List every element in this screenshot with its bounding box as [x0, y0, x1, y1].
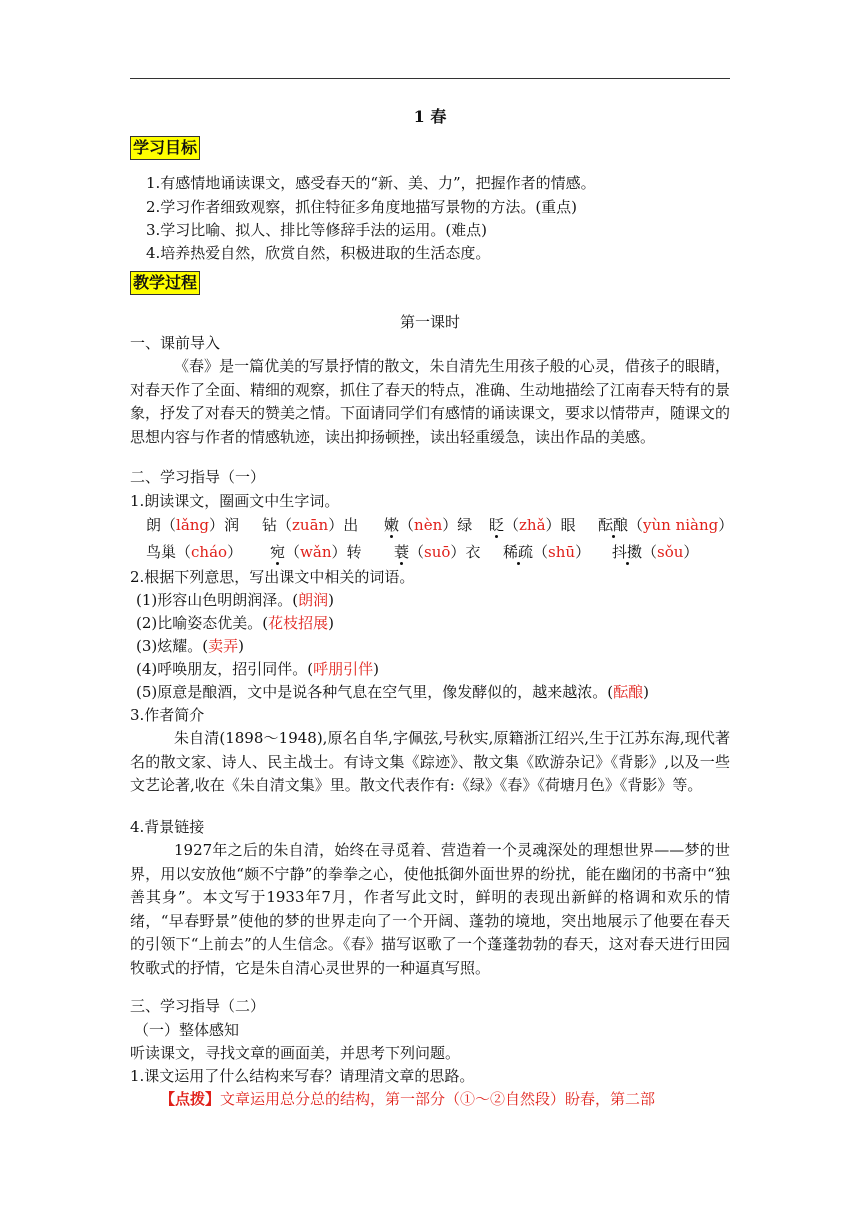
word-item: (2)比喻姿态优美。(花枝招展)	[136, 614, 334, 632]
listen-instruction: 听读课文，寻找文章的画面美，并思考下列问题。	[130, 1044, 461, 1062]
background-paragraph: 1927年之后的朱自清，始终在寻觅着、营造着一个灵魂深处的理想世界——梦的世界，用以安放他“颇不宁静”的拳拳之心，使他抵御外面世界的纷扰，能在幽闭的书斋中“独善其身”。本文写于1933年7月，作者写此文时，鲜明的表现出新鲜的格调和欢乐的情绪，“早春野景”使他的梦的世界走向了一个开阔、蓬勃的境地，突出地展示了他要在春天的引领下“上前去”的人生信念。《春》描写讴歌了一个蓬蓬勃勃的春天，这对春天进行田园牧歌式的抒情，它是朱自清心灵世界的一种逼真写照。	[130, 841, 730, 977]
page-title: 1 春	[413, 107, 447, 126]
vocab-item: 朗（lǎng）润	[146, 516, 240, 534]
vocab-item: 酝酿（yùn niàng）	[598, 516, 734, 534]
question-4: 4.背景链接	[130, 818, 205, 836]
vocab-item: 眨（zhǎ）眼	[489, 516, 576, 534]
vocab-item: 宛（wǎn）转	[270, 543, 362, 561]
word-item: (5)原意是酿酒，文中是说各种气息在空气里，像发酵似的，越来越浓。(酝酿)	[136, 683, 649, 701]
question-1: 1.朗读课文，圈画文中生字词。	[130, 492, 340, 510]
section-1-heading: 一、课前导入	[130, 334, 221, 352]
section-3-heading: 三、学习指导（二）	[130, 997, 266, 1015]
author-paragraph: 朱自清(1898～1948),原名自华,字佩弦,号秋实,原籍浙江绍兴,生于江苏东海,现代著名的散文家、诗人、民主战士。有诗文集《踪迹》、散文集《欧游杂记》《背影》,以及一些文艺论著,收在《朱自清文集》里。散文代表作有:《绿》《春》《荷塘月色》《背影》等。	[130, 729, 730, 794]
hint-line: 【点拨】文章运用总分总的结构，第一部分（①～②自然段）盼春，第二部	[160, 1090, 656, 1108]
word-item: (4)呼唤朋友，招引同伴。(呼朋引伴)	[136, 660, 379, 678]
vocab-item: 钻（zuān）出	[262, 516, 359, 534]
section-2-heading: 二、学习指导（一）	[130, 468, 266, 486]
goal-3: 3.学习比喻、拟人、排比等修辞手法的运用。(难点)	[146, 221, 488, 239]
vocab-item: 抖擞（sǒu）	[612, 543, 699, 561]
vocab-item: 鸟巢（cháo）	[146, 543, 243, 561]
subsection-1: （一）整体感知	[134, 1021, 240, 1039]
lesson-title: 第一课时	[399, 313, 460, 331]
vocab-item: 嫩（nèn）绿	[384, 516, 473, 534]
question-5: 1.课文运用了什么结构来写春？请理清文章的思路。	[130, 1067, 475, 1085]
vocab-item: 稀疏（shū）	[503, 543, 591, 561]
intro-paragraph: 《春》是一篇优美的写景抒情的散文，朱自清先生用孩子般的心灵，借孩子的眼睛，对春天作了全面、精细的观察，抓住了春天的特点，准确、生动地描绘了江南春天特有的景象，抒发了对春天的赞美之情。下面请同学们有感情的诵读课文，要求以情带声，随课文的思想内容与作者的情感轨迹，读出抑扬顿挫，读出轻重缓急，读出作品的美感。	[130, 357, 731, 446]
goal-2: 2.学习作者细致观察，抓住特征多角度地描写景物的方法。(重点)	[146, 198, 578, 216]
goal-1: 1.有感情地诵读课文，感受春天的“新、美、力”，把握作者的情感。	[146, 174, 596, 192]
word-item: (3)炫耀。(卖弄)	[136, 637, 244, 655]
question-3: 3.作者简介	[130, 706, 205, 724]
goal-4: 4.培养热爱自然，欣赏自然，积极进取的生活态度。	[146, 244, 491, 262]
question-2: 2.根据下列意思，写出课文中相关的词语。	[130, 568, 415, 586]
process-header: 教学过程	[130, 271, 200, 295]
goals-header: 学习目标	[130, 136, 200, 160]
word-item: (1)形容山色明朗润泽。(朗润)	[136, 591, 334, 609]
vocab-item: 蓑（suō）衣	[394, 543, 481, 561]
header-rule	[130, 78, 730, 79]
